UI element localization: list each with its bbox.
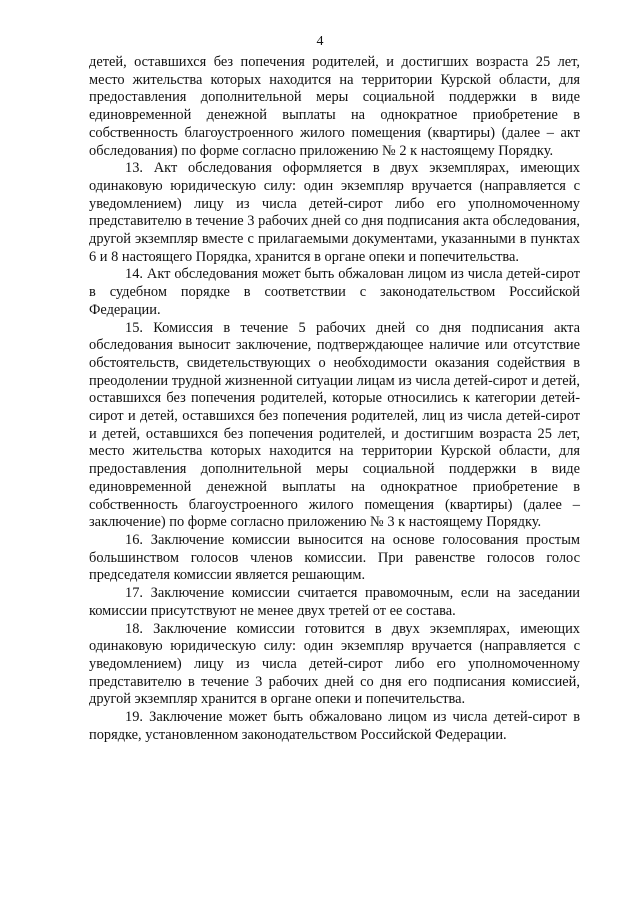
paragraph-17: 17. Заключение комиссии считается правомочным, если на заседании комиссии присутствуют не менее двух третей от ее состава. [89,585,580,619]
document-body [89,54,580,744]
paragraph-15: 15. Комиссия в течение 5 рабочих дней со дня подписания акта обследования выносит заключение, подтверждающее наличие или отсутствие обстоятельств, свидетельствующих о необходимости оказания содействия в преодолении трудной жизненной ситуации лицам из числа детей-сирот и детей, оставшихся без попечения родителей, которые относились к категории детей-сирот и детей, оставшихся без попечения родителей, лиц из числа детей-сирот и детей, оставшихся без попечения родителей, и достигшим возраста 25 лет, место жительства которых находится на территории Курской области, для предоставления дополнительной меры социальной поддержки в виде единовременной денежной выплаты на однократное приобретение в собственность благоустроенного жилого помещения (квартиры) (далее – заключение) по форме согласно приложению № 3 к настоящему Порядку. [89,319,580,531]
paragraph-16: 16. Заключение комиссии выносится на основе голосования простым большинством голосов членов комиссии. При равенстве голосов голос председателя комиссии является решающим. [89,531,580,584]
paragraph-18: 18. Заключение комиссии готовится в двух экземплярах, имеющих одинаковую юридическую силу: один экземпляр вручается (направляется с уведомлением) лицу из числа детей-сирот либо его уполномоченному представителю в течение 3 рабочих дней со дня его подписания комиссией, другой экземпляр хранится в органе опеки и попечительства. [89,620,580,708]
paragraph-13: 13. Акт обследования оформляется в двух экземплярах, имеющих одинаковую юридическую силу: один экземпляр вручается (направляется с уведомлением) лицу из числа детей-сирот либо его уполномоченному представителю в течение 3 рабочих дней со дня подписания акта обследования, другой экземпляр вместе с прилагаемыми документами, указанными в пунктах 6 и 8 настоящего Порядка, хранится в органе опеки и попечительства. [89,160,580,265]
paragraph-19: 19. Заключение может быть обжаловано лицом из числа детей-сирот в порядке, установленном законодательством Российской Федерации. [89,709,580,743]
paragraph-14: 14. Акт обследования может быть обжалован лицом из числа детей-сирот в судебном порядке в соответствии с законодательством Российской Федерации. [89,266,580,318]
page-number: 4 [316,34,324,49]
paragraph-continuation: детей, оставшихся без попечения родителей, и достигших возраста 25 лет, место жительства которых находится на территории Курской области, для предоставления дополнительной меры социальной поддержки в виде единовременной денежной выплаты на однократное приобретение в собственность благоустроенного жилого помещения (квартиры) (далее – акт обследования) по форме согласно приложению № 2 к настоящему Порядку. [89,54,580,159]
